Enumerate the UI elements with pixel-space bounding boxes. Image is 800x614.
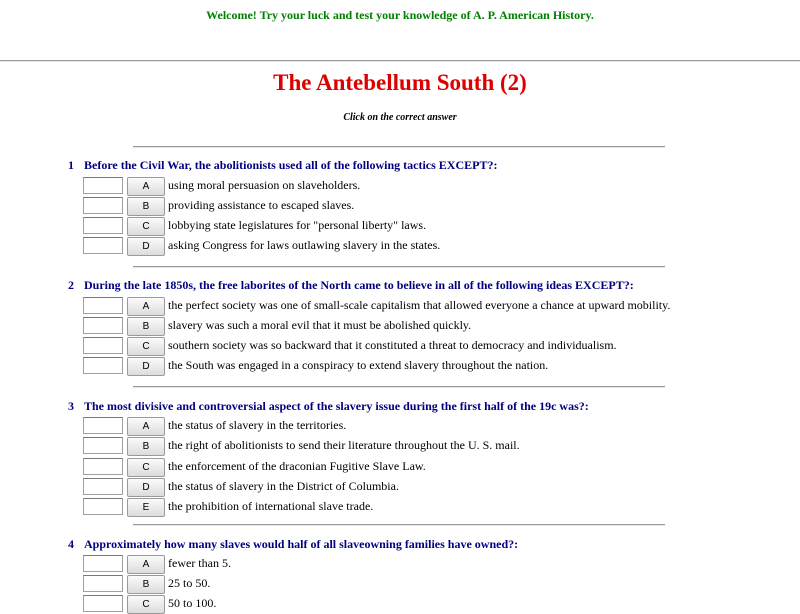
question-text: Approximately how many slaves would half of all slaveowning families have owned?: (84, 537, 519, 551)
answer-button-b[interactable]: B (127, 437, 165, 456)
question-2 (68, 278, 634, 293)
question-number: 2 (68, 278, 74, 292)
answer-text: the enforcement of the draconian Fugitive Slave Law. (168, 459, 426, 473)
answer-feedback-box (83, 177, 123, 194)
divider (133, 524, 665, 526)
question-number: 1 (68, 158, 74, 172)
answer-feedback-box (83, 317, 123, 334)
question-3 (68, 399, 589, 414)
answer-text: 25 to 50. (168, 576, 211, 590)
question-text: During the late 1850s, the free laborites of the North came to believe in all of the following ideas EXCEPT?: (84, 278, 634, 292)
answer-text: the prohibition of international slave trade. (168, 499, 374, 513)
divider (133, 386, 665, 388)
answer-button-d[interactable]: D (127, 357, 165, 376)
answer-text: southern society was so backward that it constituted a threat to democracy and individualism. (168, 338, 617, 352)
question-1 (68, 158, 497, 173)
answer-button-d[interactable]: D (127, 478, 165, 497)
answer-feedback-box (83, 595, 123, 612)
answer-feedback-box (83, 498, 123, 515)
answer-text: using moral persuasion on slaveholders. (168, 178, 361, 192)
answer-button-c[interactable]: C (127, 337, 165, 356)
answer-feedback-box (83, 555, 123, 572)
divider (133, 146, 665, 148)
welcome-message: Welcome! Try your luck and test your knowledge of A. P. American History. (206, 8, 594, 22)
question-number: 3 (68, 399, 74, 413)
answer-text: the perfect society was one of small-scale capitalism that allowed everyone a chance at upward mobility. (168, 298, 671, 312)
answer-button-c[interactable]: C (127, 217, 165, 236)
answer-button-a[interactable]: A (127, 177, 165, 196)
answer-text: 50 to 100. (168, 596, 217, 610)
answer-text: the South was engaged in a conspiracy to extend slavery throughout the nation. (168, 358, 549, 372)
answer-feedback-box (83, 417, 123, 434)
question-number: 4 (68, 537, 74, 551)
header-divider (0, 60, 800, 62)
answer-button-a[interactable]: A (127, 297, 165, 316)
answer-feedback-box (83, 575, 123, 592)
answer-button-b[interactable]: B (127, 575, 165, 594)
answer-text: slavery was such a moral evil that it must be abolished quickly. (168, 318, 472, 332)
answer-text: asking Congress for laws outlawing slavery in the states. (168, 238, 441, 252)
answer-button-b[interactable]: B (127, 197, 165, 216)
answer-text: lobbying state legislatures for "personal liberty" laws. (168, 218, 427, 232)
answer-feedback-box (83, 297, 123, 314)
answer-text: fewer than 5. (168, 556, 231, 570)
answer-feedback-box (83, 437, 123, 454)
answer-text: the status of slavery in the District of Columbia. (168, 479, 399, 493)
answer-button-a[interactable]: A (127, 555, 165, 574)
question-4 (68, 537, 518, 552)
answer-button-b[interactable]: B (127, 317, 165, 336)
answer-text: the right of abolitionists to send their literature throughout the U. S. mail. (168, 438, 520, 452)
answer-text: providing assistance to escaped slaves. (168, 198, 355, 212)
answer-feedback-box (83, 337, 123, 354)
answer-button-c[interactable]: C (127, 595, 165, 614)
question-text: The most divisive and controversial aspect of the slavery issue during the first half of the 19c was?: (84, 399, 589, 413)
answer-feedback-box (83, 197, 123, 214)
instructions: Click on the correct answer (343, 112, 457, 123)
answer-button-c[interactable]: C (127, 458, 165, 477)
answer-text: the status of slavery in the territories. (168, 418, 347, 432)
answer-button-e[interactable]: E (127, 498, 165, 517)
question-text: Before the Civil War, the abolitionists used all of the following tactics EXCEPT?: (84, 158, 498, 172)
divider (133, 266, 665, 268)
answer-feedback-box (83, 237, 123, 254)
answer-feedback-box (83, 458, 123, 475)
page-title: The Antebellum South (2) (273, 70, 527, 95)
answer-feedback-box (83, 217, 123, 234)
answer-button-a[interactable]: A (127, 417, 165, 436)
answer-feedback-box (83, 357, 123, 374)
answer-feedback-box (83, 478, 123, 495)
answer-button-d[interactable]: D (127, 237, 165, 256)
